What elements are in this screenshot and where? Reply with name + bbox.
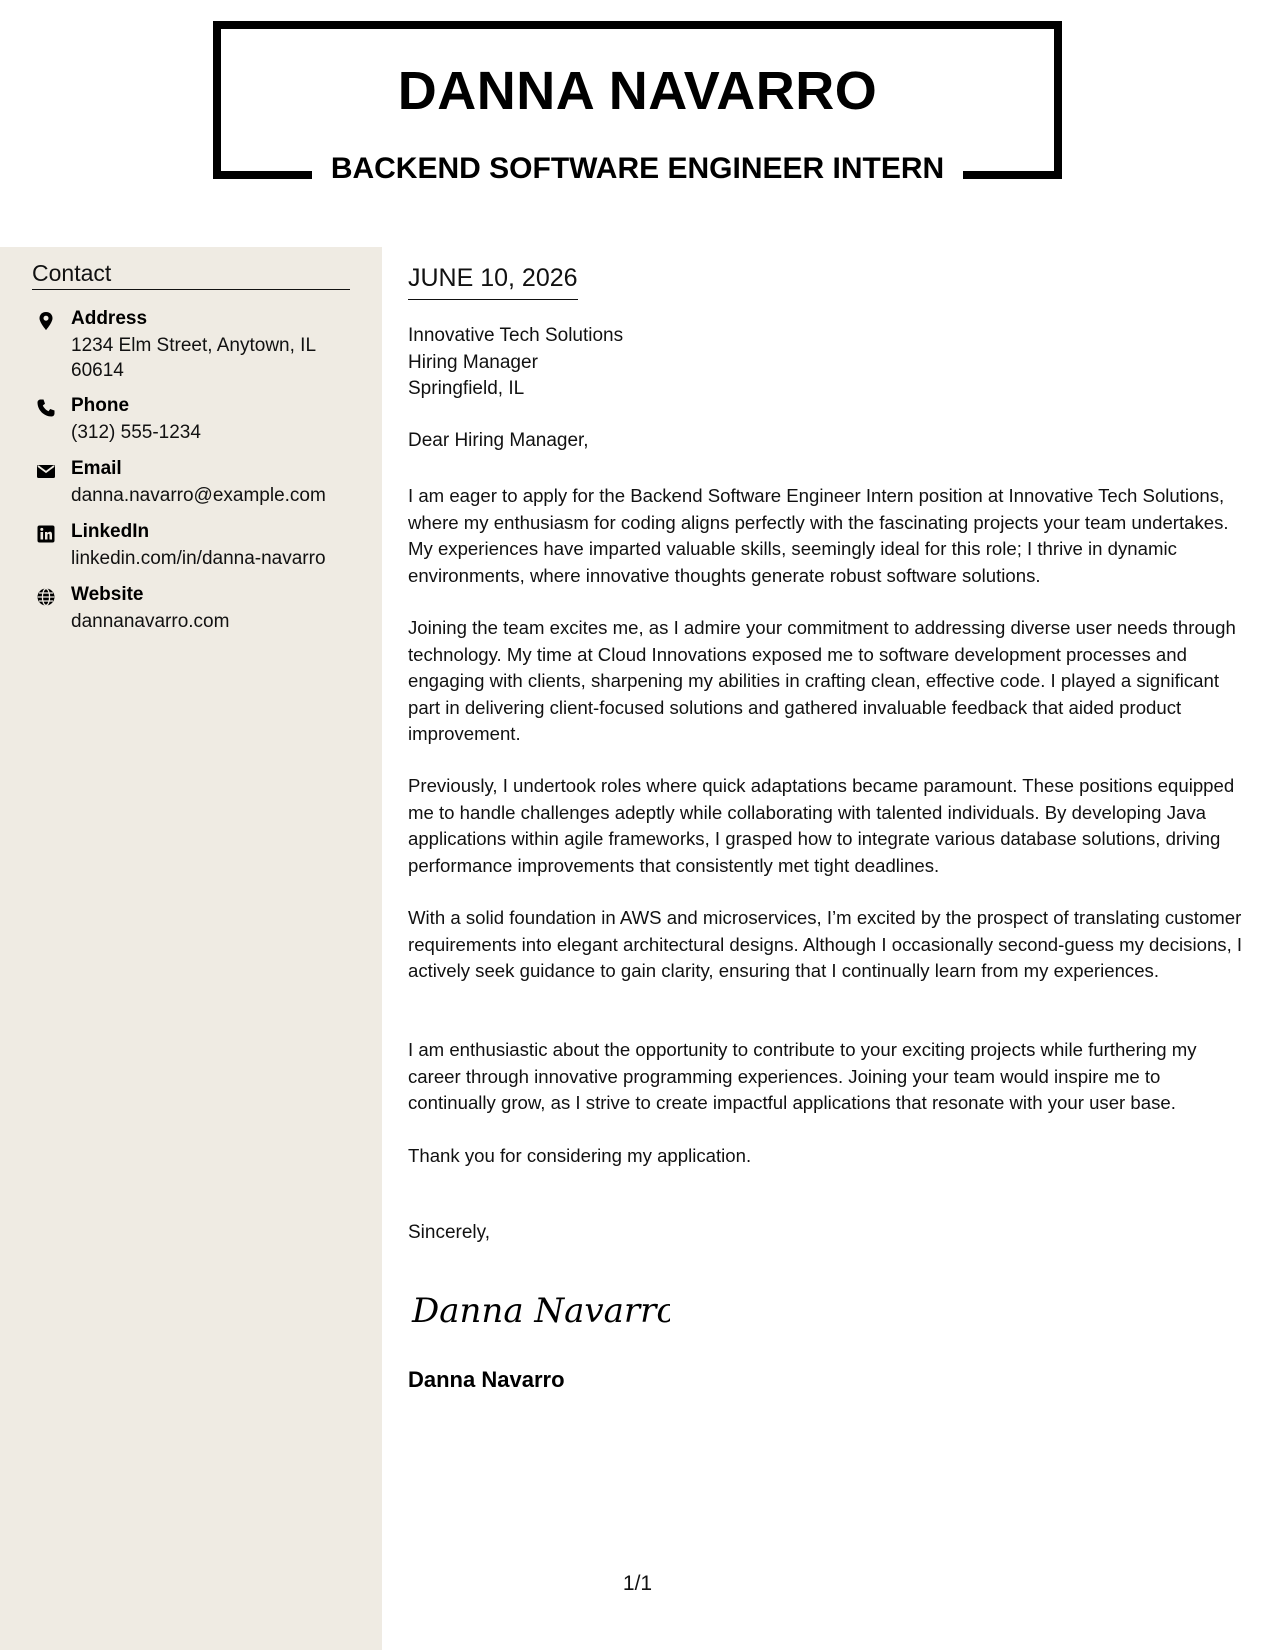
contact-value: 1234 Elm Street, Anytown, IL 60614 [71,335,316,381]
contact-label: Phone [71,395,130,416]
job-title: BACKEND SOFTWARE ENGINEER INTERN [330,152,945,185]
contact-heading: Contact [32,260,350,290]
recipient-location: Springfield, IL [408,378,525,399]
handwritten-signature [410,1280,670,1345]
signed-name: Danna Navarro [408,1367,565,1392]
contact-value: dannanavarro.com [71,611,230,632]
envelope-icon [36,461,56,481]
contact-label: Address [71,308,148,329]
applicant-name: DANNA NAVARRO [397,61,878,121]
letter-date: JUNE 10, 2026 [408,264,578,300]
map-pin-icon [36,311,56,331]
greeting: Dear Hiring Manager, [408,430,589,451]
contact-label: LinkedIn [71,521,150,542]
frame-top-border [213,21,1062,29]
body-paragraph: Thank you for considering my application. [408,1145,752,1166]
closing: Sincerely, [408,1222,491,1243]
recipient-block [408,323,623,403]
body-paragraph: I am enthusiastic about the opportunity to contribute to your exciting projects while furthering my career through innovative programming experiences. Joining your team would inspire me to continually grow, as I strive to create impactful applications that resonate with your user base. [408,1039,1197,1113]
body-paragraph: With a solid foundation in AWS and microservices, I’m excited by the prospect of translating customer requirements into elegant architectural designs. Although I occasionally second-guess my decisions, I actively seek guidance to gain clarity, ensuring that I continually learn from my experiences. [408,907,1243,981]
contact-label: Email [71,458,122,479]
body-paragraph: Joining the team excites me, as I admire your commitment to addressing diverse user needs through technology. My time at Cloud Innovations exposed me to software development processes and engaging with clients, sharpening my abilities in crafting clean, effective code. I played a significant part in delivering client-focused solutions and gathered invaluable feedback that aided product improvement. [408,617,1236,744]
recipient-title: Hiring Manager [408,351,538,373]
contact-label: Website [71,584,144,605]
page-number: 1/1 [622,1572,653,1595]
contact-value: linkedin.com/in/danna-navarro [71,548,326,569]
globe-icon [36,587,56,607]
svg-text:Danna Navarro: Danna Navarro [412,1291,670,1331]
body-paragraph: I am eager to apply for the Backend Software Engineer Intern position at Innovative Tech Solutions, where my enthusiasm for coding aligns perfectly with the fascinating projects your team undertakes. My experiences have imparted valuable skills, seemingly ideal for this role; I thrive in dynamic environments, where innovative thoughts generate robust software solutions. [408,485,1229,586]
body-paragraph: Previously, I undertook roles where quick adaptations became paramount. These positions equipped me to handle challenges adeptly while collaborating with talented individuals. By developing Java applications within agile frameworks, I grasped how to integrate various database solutions, driving performance improvements that consistently met tight deadlines. [408,775,1235,876]
phone-icon [36,398,56,418]
contact-sidebar [0,247,382,1650]
recipient-company: Innovative Tech Solutions [408,325,624,346]
contact-value: danna.navarro@example.com [71,485,326,506]
contact-value: (312) 555-1234 [71,422,201,443]
linkedin-icon [36,524,56,544]
